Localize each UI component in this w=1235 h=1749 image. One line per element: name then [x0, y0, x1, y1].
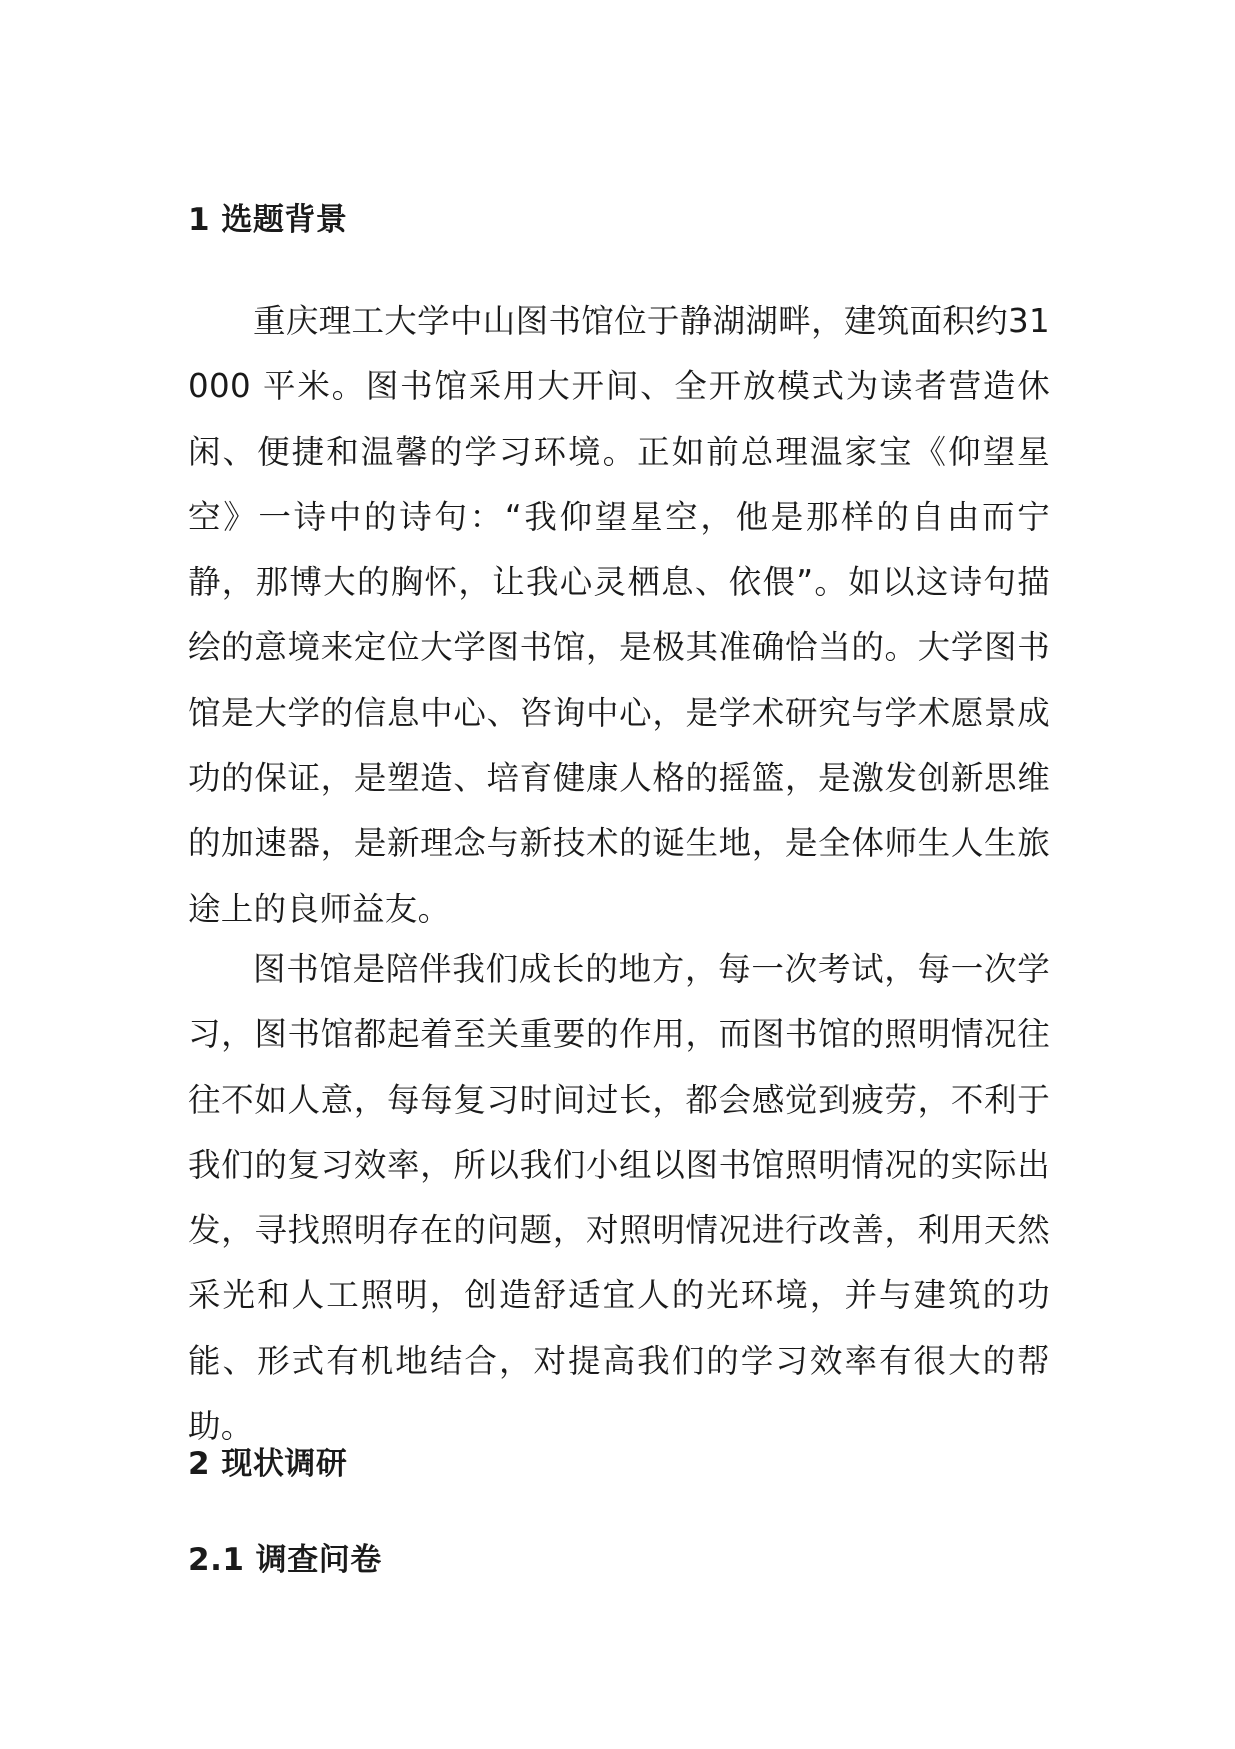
section-heading-status-survey: 2 现状调研 [188, 1446, 348, 1482]
subsection-heading-questionnaire: 2.1 调查问卷 [188, 1542, 382, 1578]
paragraph-library-introduction: 重庆理工大学中山图书馆位于静湖湖畔，建筑面积约31000 平米。图书馆采用大开间、全开放模式为读者营造休闲、便捷和温馨的学习环境。正如前总理温家宝《仰望星空》一诗中的诗句：“我仰望星空，他是那样的自由而宁静，那博大的胸怀，让我心灵栖息、依偎”。如以这诗句描绘的意境来定位大学图书馆，是极其准确恰当的。大学图书馆是大学的信息中心、咨询中心，是学术研究与学术愿景成功的保证，是塑造、培育健康人格的摇篮，是激发创新思维的加速器，是新理念与新技术的诞生地，是全体师生人生旅途上的良师益友。 [188, 302, 1050, 928]
section-heading-selection-background: 1 选题背景 [188, 202, 348, 238]
paragraph-lighting-motivation: 图书馆是陪伴我们成长的地方，每一次考试，每一次学习，图书馆都起着至关重要的作用，而图书馆的照明情况往往不如人意，每每复习时间过长，都会感觉到疲劳，不利于我们的复习效率，所以我们小组以图书馆照明情况的实际出发，寻找照明存在的问题，对照明情况进行改善，利用天然采光和人工照明，创造舒适宜人的光环境，并与建筑的功能、形式有机地结合，对提高我们的学习效率有很大的帮助。 [188, 950, 1050, 1446]
